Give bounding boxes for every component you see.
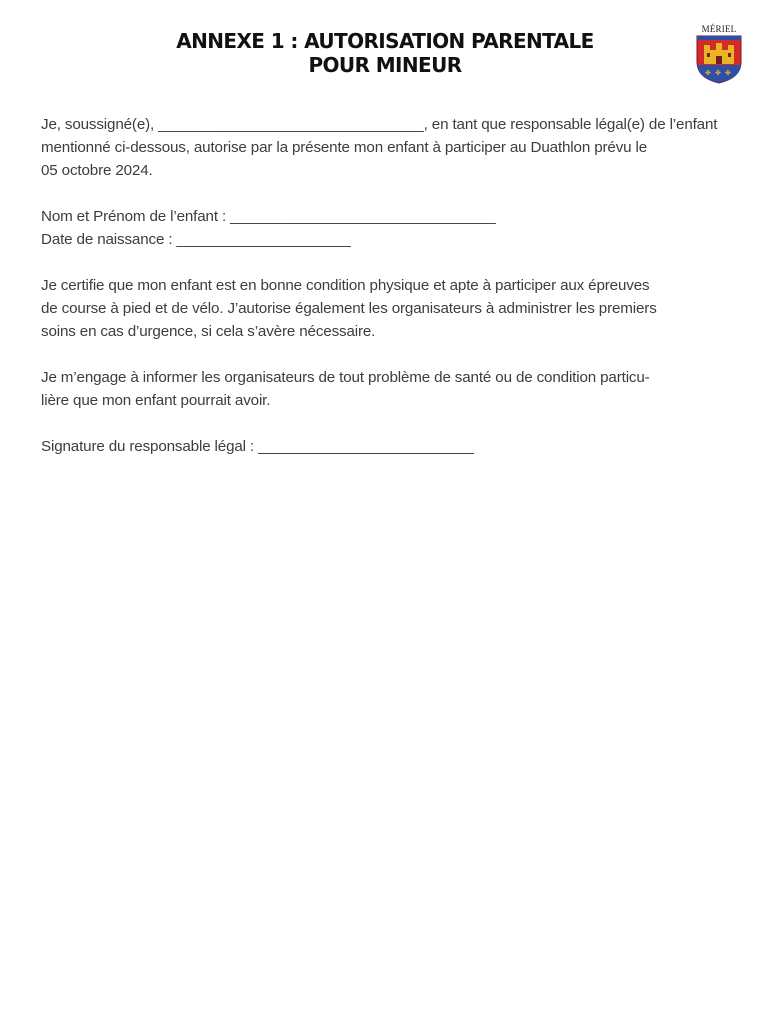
town-crest-logo (693, 24, 745, 86)
signature-field: Signature du responsable légal : __________________________ (41, 438, 474, 455)
title-line-1: ANNEXE 1 : AUTORISATION PARENTALE (176, 29, 594, 53)
consent-paragraph-line-1: Je, soussigné(e), ________________________________, en tant que responsable légal(e) de l’enfant (41, 116, 718, 133)
svg-text:✤: ✤ (715, 69, 721, 77)
commitment-paragraph-line-2: lière que mon enfant pourrait avoir. (41, 392, 271, 409)
document-body (41, 113, 741, 458)
birth-date-field: Date de naissance : _____________________ (41, 231, 351, 248)
health-paragraph-line-2: de course à pied et de vélo. J’autorise également les organisateurs à administrer les premiers (41, 300, 657, 317)
coat-of-arms-icon (695, 34, 743, 84)
consent-paragraph-line-3: 05 octobre 2024. (41, 162, 153, 179)
crest-label: MÉRIEL (701, 24, 737, 34)
commitment-paragraph-line-1: Je m’engage à informer les organisateurs de tout problème de santé ou de condition particu- (41, 369, 650, 386)
health-paragraph-line-3: soins en cas d’urgence, si cela s’avère nécessaire. (41, 323, 376, 340)
svg-text:✤: ✤ (705, 69, 711, 77)
child-name-field: Nom et Prénom de l’enfant : ________________________________ (41, 208, 496, 225)
title-line-2: POUR MINEUR (308, 53, 462, 77)
consent-paragraph-line-2: mentionné ci-dessous, autorise par la présente mon enfant à participer au Duathlon prévu le (41, 139, 648, 156)
svg-text:✤: ✤ (725, 69, 731, 77)
health-paragraph-line-1: Je certifie que mon enfant est en bonne condition physique et apte à participer aux épreuves (41, 277, 650, 294)
document-title (110, 29, 660, 77)
